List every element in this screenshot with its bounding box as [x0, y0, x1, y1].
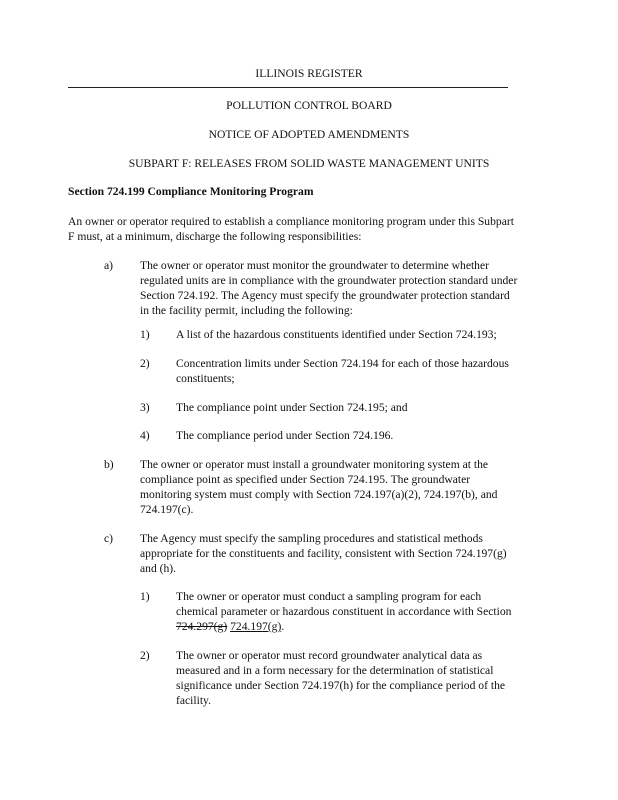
citation-period: .: [281, 620, 285, 633]
item-a-label: a): [104, 259, 114, 272]
item-a2-line-2: constituents;: [176, 372, 235, 385]
header-rule: [68, 87, 508, 88]
item-a1-label: 1): [140, 328, 150, 341]
item-a-line-1: The owner or operator must monitor the groundwater to determine whether: [140, 259, 489, 272]
item-c1-line-1: The owner or operator must conduct a sampling program for each: [176, 590, 482, 603]
item-b-line-1: The owner or operator must install a groundwater monitoring system at the: [140, 458, 489, 471]
item-c1-line-3: [176, 619, 284, 634]
struck-citation: 724.297(g): [176, 620, 228, 633]
item-c-line-3: and (h).: [140, 562, 177, 575]
item-c-line-1: The Agency must specify the sampling procedures and statistical methods: [140, 532, 483, 545]
item-c2-label: 2): [140, 649, 150, 662]
item-c-label: c): [104, 532, 114, 545]
item-a2-label: 2): [140, 357, 150, 370]
board-title: POLLUTION CONTROL BOARD: [226, 99, 392, 112]
item-c2-line-4: facility.: [176, 694, 211, 707]
item-a3-text: The compliance point under Section 724.195; and: [176, 401, 408, 414]
item-c1-label: 1): [140, 590, 150, 603]
item-b-line-2: compliance point as specified under Section 724.195. The groundwater: [140, 473, 471, 486]
item-c2-line-3: significance under Section 724.197(h) for the compliance period of the: [176, 679, 506, 692]
item-c2-line-1: The owner or operator must record groundwater analytical data as: [176, 649, 483, 662]
item-b-label: b): [104, 458, 114, 471]
intro-line-2: F must, at a minimum, discharge the following responsibilities:: [68, 230, 362, 243]
inserted-citation: 724.197(g): [230, 620, 282, 633]
item-a2-line-1: Concentration limits under Section 724.194 for each of those hazardous: [176, 357, 509, 370]
section-heading: Section 724.199 Compliance Monitoring Program: [68, 185, 314, 198]
item-c2-line-2: measured and in a form necessary for the determination of statistical: [176, 664, 494, 677]
item-b-line-3: monitoring system must comply with Section 724.197(a)(2), 724.197(b), and: [140, 488, 498, 501]
item-a-line-4: in the facility permit, including the following:: [140, 304, 353, 317]
item-a3-label: 3): [140, 401, 150, 414]
item-c-line-2: appropriate for the constituents and facility, consistent with Section 724.197(g): [140, 547, 507, 560]
item-a-line-3: Section 724.192. The Agency must specify the groundwater protection standard: [140, 289, 510, 302]
item-c1-line-2: chemical parameter or hazardous constituent in accordance with Section: [176, 605, 512, 618]
item-a4-label: 4): [140, 429, 150, 442]
item-b-line-4: 724.197(c).: [140, 503, 194, 516]
item-a-line-2: regulated units are in compliance with the groundwater protection standard under: [140, 274, 518, 287]
intro-line-1: An owner or operator required to establish a compliance monitoring program under this Subpart: [68, 215, 514, 228]
notice-title: NOTICE OF ADOPTED AMENDMENTS: [208, 128, 410, 141]
item-a1-text: A list of the hazardous constituents identified under Section 724.193;: [176, 328, 497, 341]
register-title: ILLINOIS REGISTER: [255, 67, 363, 80]
subpart-title: SUBPART F: RELEASES FROM SOLID WASTE MANAGEMENT UNITS: [128, 157, 490, 170]
item-a4-text: The compliance period under Section 724.196.: [176, 429, 394, 442]
